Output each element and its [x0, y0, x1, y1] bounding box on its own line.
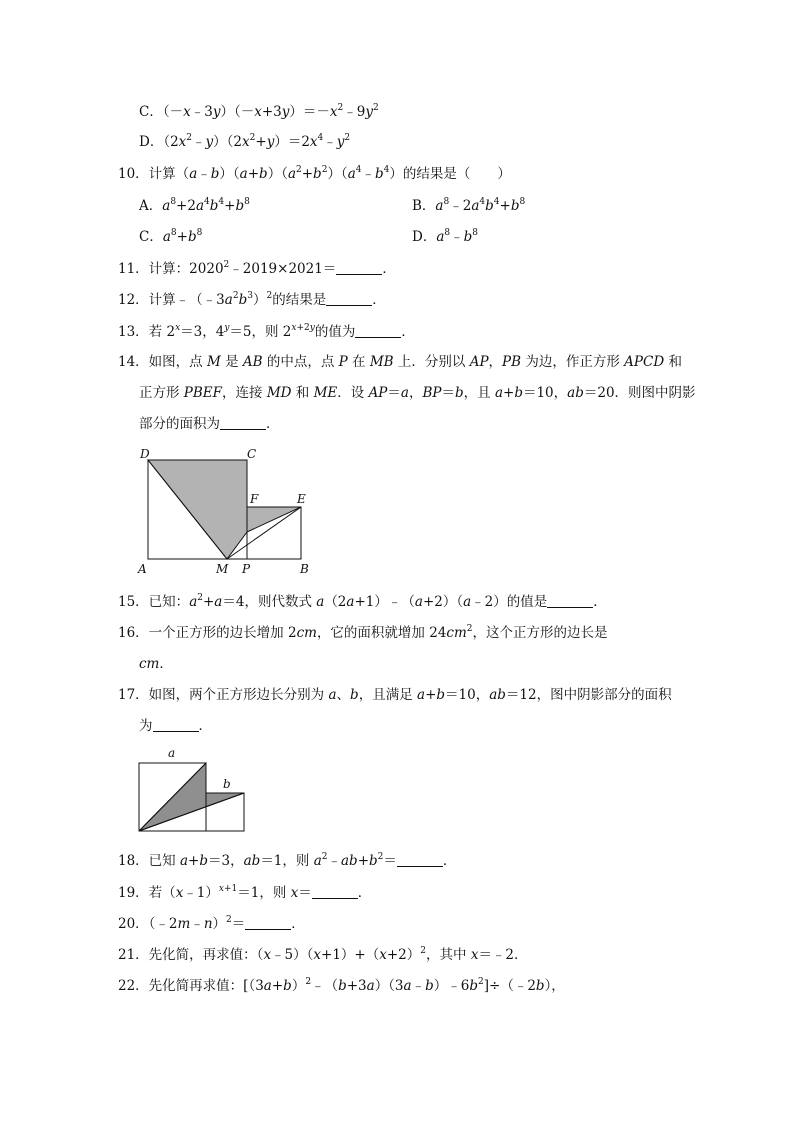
q18-answer-blank[interactable] [397, 854, 443, 867]
q14-label-m: M [216, 562, 229, 576]
q15-answer-blank[interactable] [547, 595, 593, 608]
q14-label-f: F [250, 492, 259, 506]
q17-line2: 为 ． [139, 718, 212, 734]
q12: 12．计算$﹣(﹣3a^2b^3)^2$的结果是 ． [118, 291, 386, 308]
q10-stem: 10．计算$(a﹣b)(a+b)(a^2+b^2)(a^4﹣b^4)$的结果是（ ） [118, 165, 511, 182]
q15: 15．已知：$a^2+a=4$，则代数式 a（2a+1）﹣（a+2）（a﹣2）的值是 ． [118, 593, 607, 610]
q19-answer-blank[interactable] [312, 886, 358, 899]
q14-answer-blank[interactable] [220, 417, 266, 430]
q17-label-b: b [223, 777, 231, 791]
q10-option-c[interactable]: C．$a^8+b^8$ [139, 228, 203, 245]
q14-label-c: C [247, 447, 257, 461]
q16-line2: cm． [139, 656, 173, 672]
q14-line1: 14．如图，点 M 是 AB 的中点，点 P 在 MB 上．分别以 AP，PB 为边，作正方形 APCD 和 [118, 354, 682, 370]
q10-option-a[interactable]: A．$a^8+2a^4b^4+b^8$ [139, 197, 250, 214]
q11-answer-blank[interactable] [336, 262, 382, 275]
q20: 20．（﹣2m﹣n）$^2$＝ ． [118, 915, 305, 932]
q9-option-d: D．$(2x^2﹣y)(2x^2+y)=2x^4﹣y^2$ [139, 133, 351, 150]
q10-option-b[interactable]: B．$a^8﹣2a^4b^4+b^8$ [412, 197, 526, 214]
q16-line1: 16．一个正方形的边长增加 2cm，它的面积就增加 $24cm^2$，这个正方形的边长是 [118, 624, 608, 641]
q14-line2: 正方形 PBEF，连接 MD 和 ME．设 AP＝a，BP＝b，且 a+b＝10，ab＝20．则图中阴影 [139, 385, 696, 401]
q17-answer-blank[interactable] [153, 719, 199, 732]
q14-shaded-region-2 [247, 507, 301, 532]
q17-shaded-region [139, 763, 244, 831]
q12-answer-blank[interactable] [326, 293, 372, 306]
q9-option-c: C．$(-x﹣3y)(-x+3y)=-x^2﹣9y^2$ [139, 103, 379, 120]
q10-option-d[interactable]: D．$a^8﹣b^8$ [412, 228, 479, 245]
q14-line3: 部分的面积为 ． [139, 416, 280, 432]
q14-label-p: P [242, 562, 251, 576]
q14-label-e: E [297, 492, 306, 506]
q14-figure [136, 445, 326, 577]
q17-figure [134, 743, 252, 835]
q13: 13．若 $2^x=3$，$4^y=5$，则 $2^{x+2y}$的值为 ． [118, 323, 415, 340]
q14-label-a: A [138, 562, 147, 576]
q17-line1: 17．如图，两个正方形边长分别为 a、b，且满足 a+b＝10，ab＝12，图中阴影部分的面积 [118, 687, 672, 703]
q14-label-d: D [140, 447, 150, 461]
q14-shaded-region-1 [148, 460, 247, 559]
q11: 11．计算：$2020^2﹣2019\times 2021=$ ． [118, 260, 396, 277]
q13-answer-blank[interactable] [355, 325, 401, 338]
q18: 18．已知 a+b＝3，ab＝1，则 $a^2﹣ab+b^2=$ ． [118, 852, 457, 869]
q22: 22．先化简再求值：$[(3a+b)^2﹣(b+3a)(3a﹣b)﹣6b^2]\div(﹣2b)$， [118, 977, 565, 994]
q20-answer-blank[interactable] [245, 917, 291, 930]
q14-label-b: B [300, 562, 309, 576]
q17-label-a: a [168, 746, 176, 760]
q21: 21．先化简，再求值：$(x﹣5)(x+1)+(x+2)^2$，其中 x＝﹣2． [118, 946, 528, 963]
q19: 19．若（x﹣1）$^{x+1}$＝1，则 x＝ ． [118, 884, 372, 901]
